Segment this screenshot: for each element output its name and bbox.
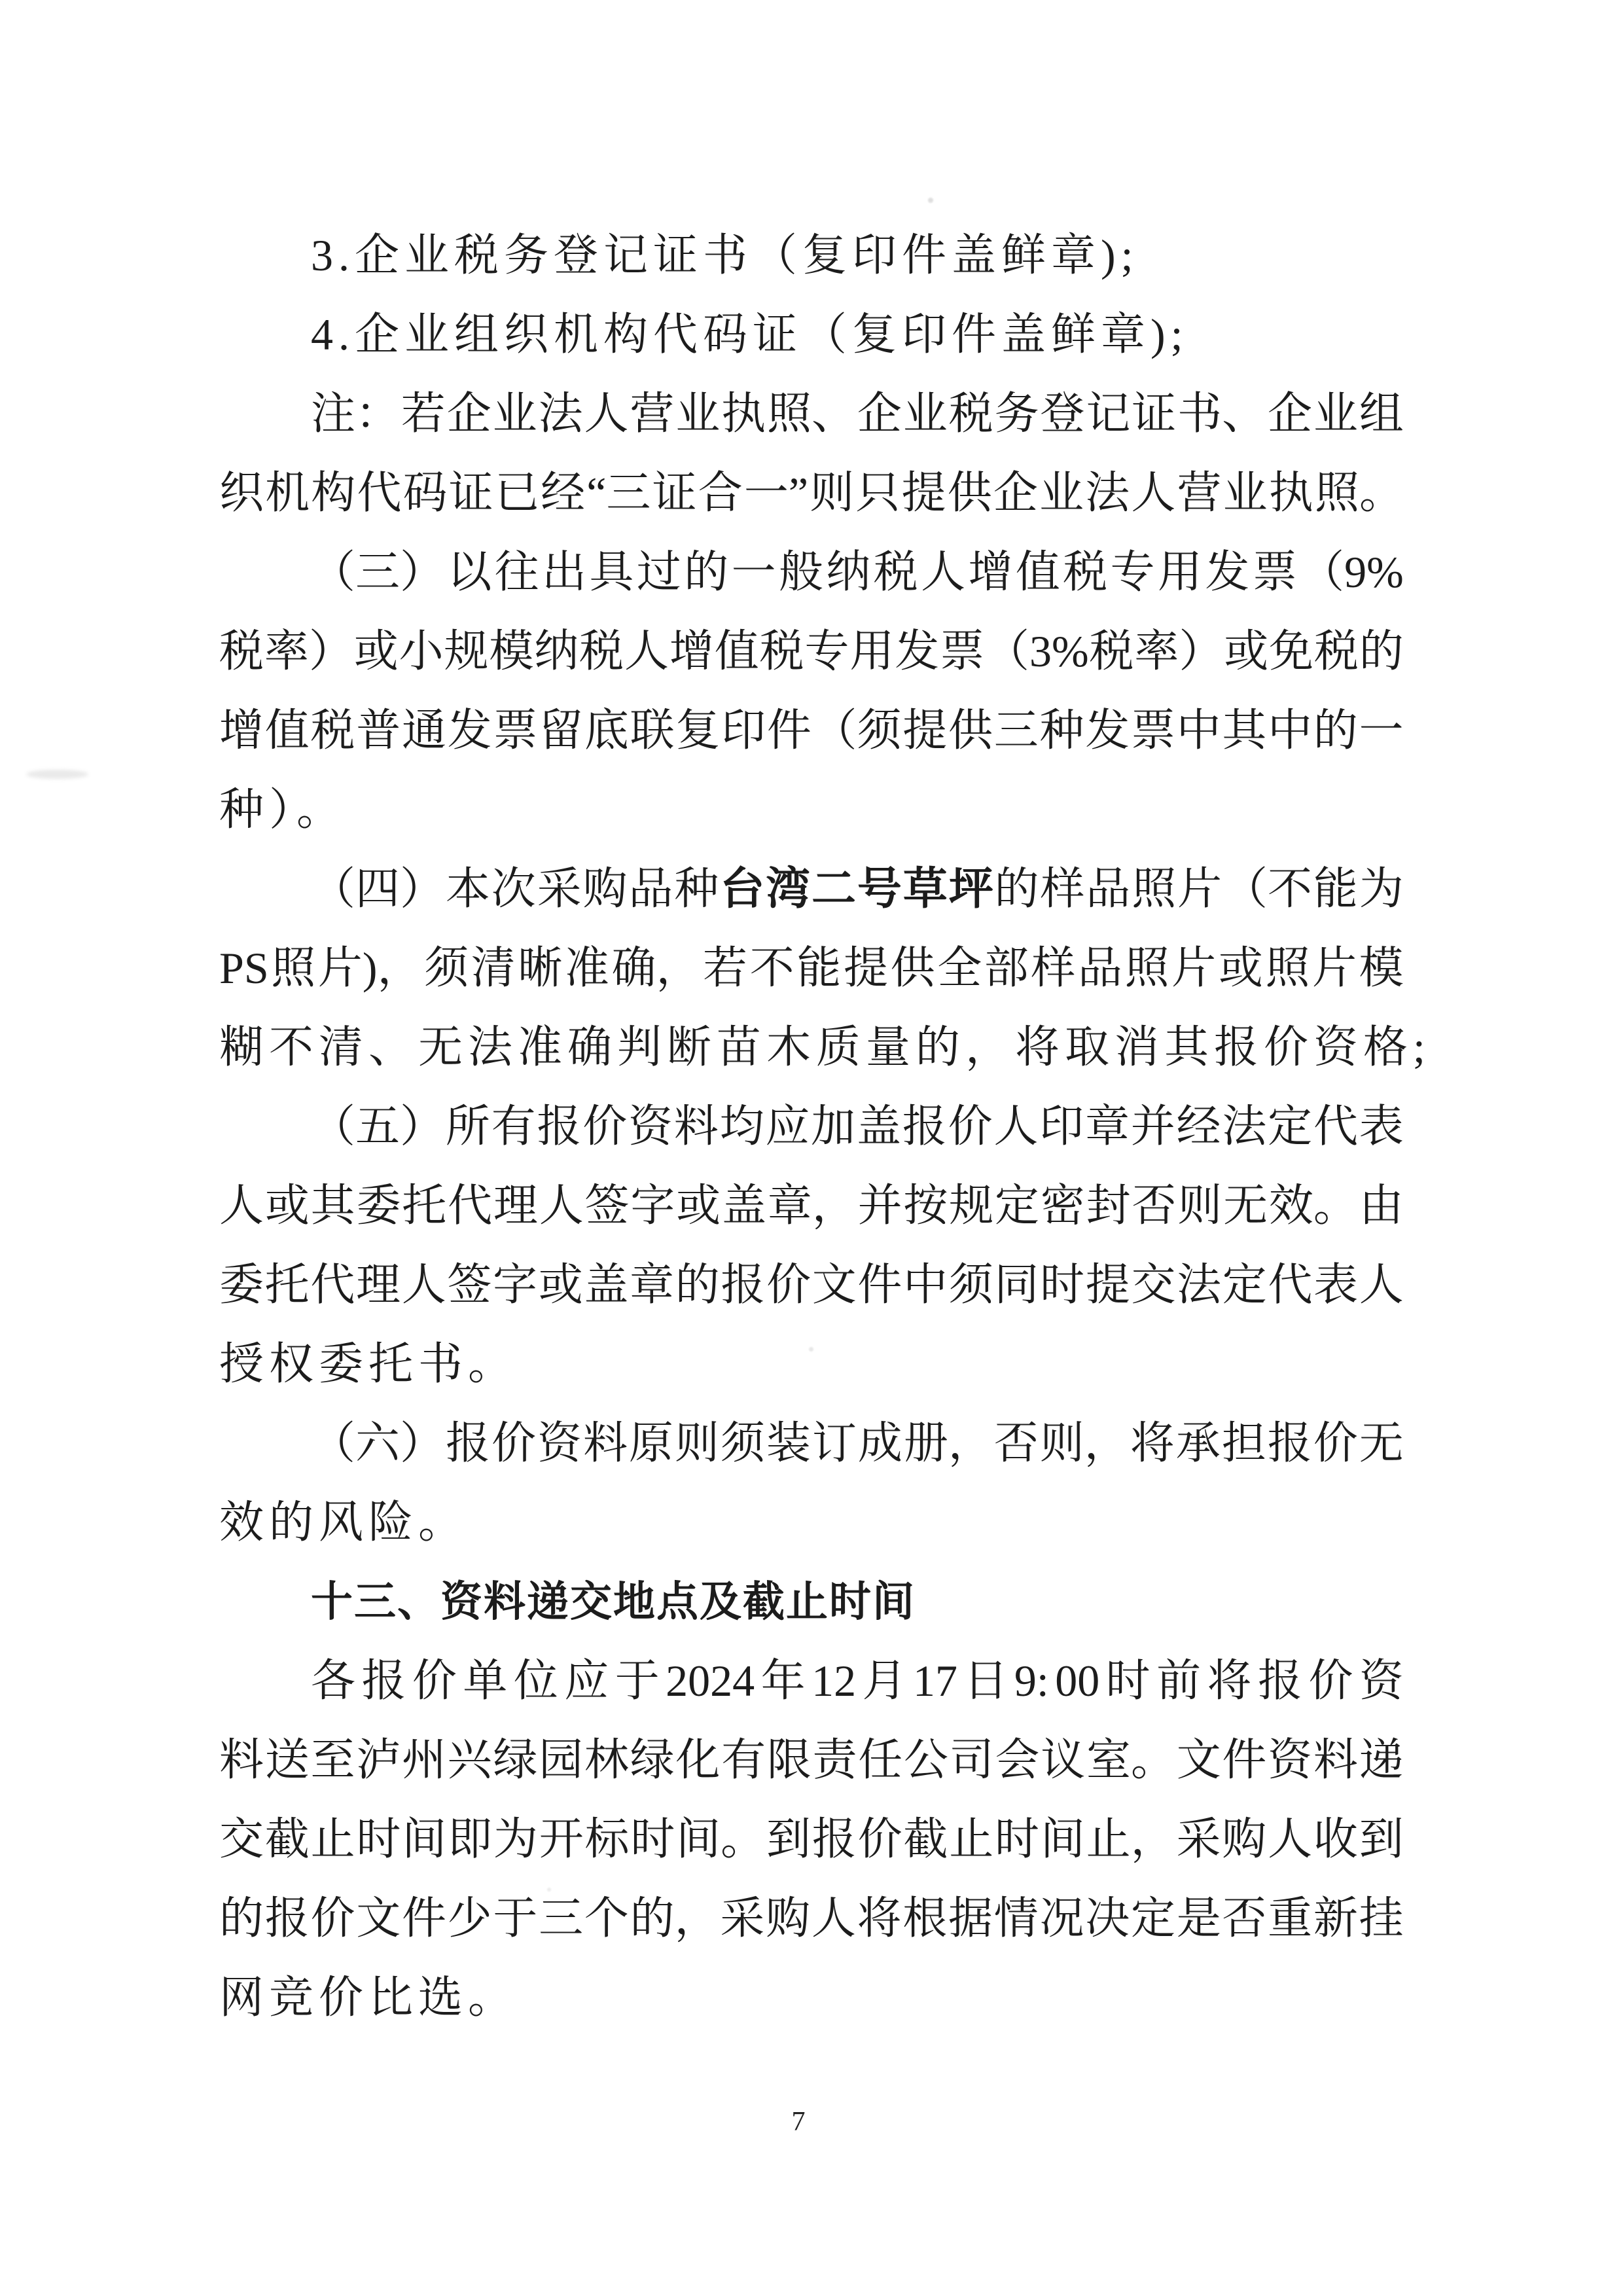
text-line: 税 率） 或 小 规 模 纳 税 人 增 值 税 专 用 发 票 （3% 税 率） 或 免 税 的 <box>219 626 1404 676</box>
text-line: 委 托 代 理 人 签 字 或 盖 章 的 报 价 文 件 中 须 同 时 提 交 法 定 代 表 人 <box>219 1260 1404 1310</box>
text-line: （六） 报 价 资 料 原 则 须 装 订 成 册， 否 则， 将 承 担 报 价 无 <box>311 1418 1404 1468</box>
text-line: 糊不清、无法准确判断苗木质量的，将取消其报价资格; <box>219 1022 1431 1072</box>
text-line: （五） 所 有 报 价 资 料 均 应 加 盖 报 价 人 印 章 并 经 法 定 代 表 <box>311 1102 1404 1151</box>
text-line: 授权委托书。 <box>219 1339 518 1389</box>
page-footer <box>0 2106 1597 2138</box>
text-line: 织 机 构 代 码 证 已 经 “三 证 合 一” 则 只 提 供 企 业 法 人 营 业 执 照。 <box>219 468 1404 518</box>
scan-artifact <box>26 770 88 779</box>
text-line: 增 值 税 普 通 发 票 留 底 联 复 印 件 （须 提 供 三 种 发 票 中 其 中 的 一 <box>219 706 1404 755</box>
text-line: 各 报 价 单 位 应 于 2024 年 12 月 17 日 9: 00 时 前 将 报 价 资 <box>311 1656 1404 1706</box>
text-line: 料 送 至 泸 州 兴 绿 园 林 绿 化 有 限 责 任 公 司 会 议 室。 文 件 资 料 递 <box>219 1735 1404 1785</box>
document-body <box>219 216 1431 2037</box>
text-line: 网竞价比选。 <box>219 1973 518 2022</box>
section-heading: 十三、资料递交地点及截止时间 <box>311 1578 916 1625</box>
text-line: PS 照 片)， 须 清 晰 准 确， 若 不 能 提 供 全 部 样 品 照 片 或 照 片 模 <box>219 943 1404 993</box>
text-line: （四） 本 次 采 购 品 种 台 湾 二 号 草 坪 的 样 品 照 片 （不 能 为 <box>311 864 1404 914</box>
text-line: 3.企业税务登记证书（复印件盖鲜章); <box>311 230 1139 280</box>
text-line: （三） 以 往 出 具 过 的 一 般 纳 税 人 增 值 税 专 用 发 票 （9% <box>311 547 1404 597</box>
text-line: 种）。 <box>219 785 347 834</box>
text-line: 交 截 止 时 间 即 为 开 标 时 间。 到 报 价 截 止 时 间 止， 采 购 人 收 到 <box>219 1814 1404 1864</box>
text-line: 效的风险。 <box>219 1498 469 1547</box>
text-line: 的 报 价 文 件 少 于 三 个 的， 采 购 人 将 根 据 情 况 决 定 是 否 重 新 挂 <box>219 1893 1404 1943</box>
text-line: 4.企业组织机构代码证（复印件盖鲜章); <box>311 310 1188 359</box>
text-line: 人 或 其 委 托 代 理 人 签 字 或 盖 章， 并 按 规 定 密 封 否 则 无 效。 由 <box>219 1181 1404 1230</box>
text-line: 注： 若 企 业 法 人 营 业 执 照、 企 业 税 务 登 记 证 书、 企 业 组 <box>311 389 1404 439</box>
page-number: 7 <box>791 2107 806 2137</box>
scan-artifact <box>928 198 933 203</box>
